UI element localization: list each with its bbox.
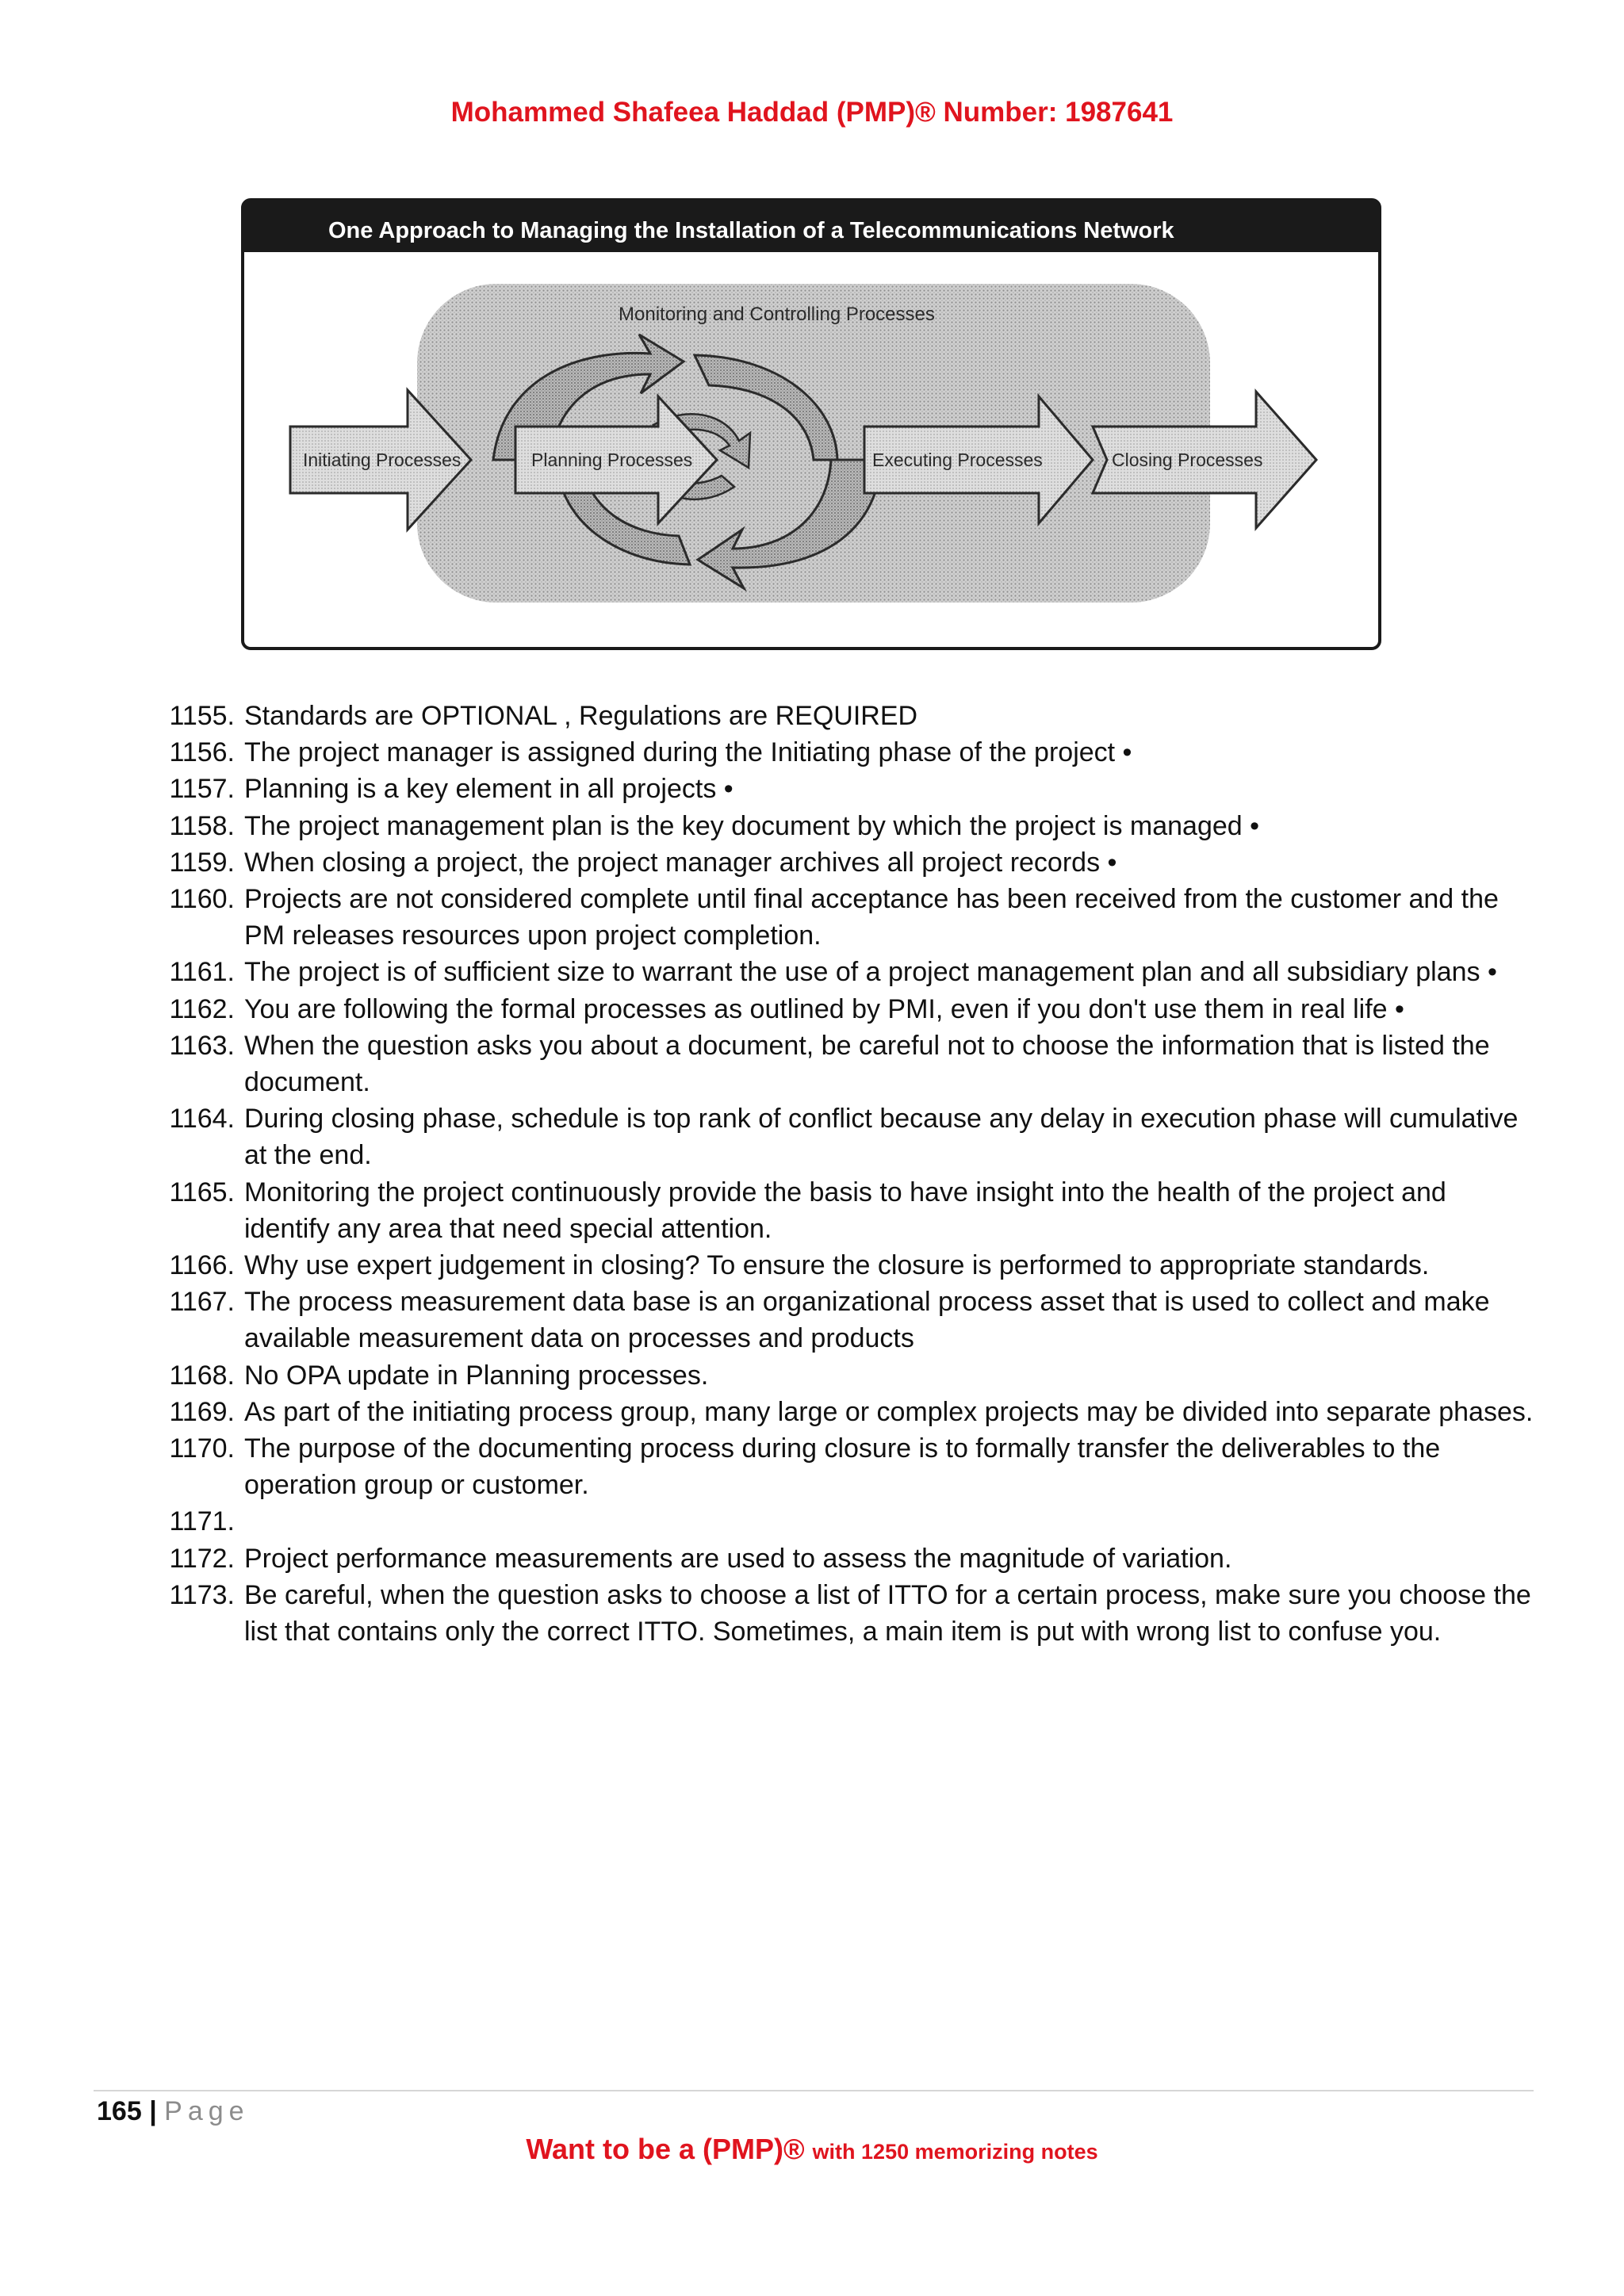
note-text: You are following the formal processes as outlined by PMI, even if you don't use them in real life • (244, 993, 1404, 1024)
note-number: 1156. (169, 737, 235, 768)
planning-label: Planning Processes (531, 450, 693, 470)
closing-label: Closing Processes (1112, 450, 1263, 470)
note-number: 1155. (169, 701, 235, 731)
note-item (155, 1174, 1535, 1247)
note-item (155, 1100, 1535, 1173)
page-label: Page (164, 2096, 250, 2126)
note-number: 1170. (169, 1433, 235, 1464)
tagline-main: Want to be a (PMP)® (526, 2133, 805, 2165)
note-number: 1157. (169, 774, 235, 805)
note-text: The project manager is assigned during the Initiating phase of the project • (244, 737, 1132, 768)
note-number: 1162. (169, 993, 235, 1024)
initiating-label: Initiating Processes (303, 450, 462, 470)
note-number: 1166. (169, 1250, 235, 1281)
note-text: As part of the initiating process group, many large or complex projects may be divided into separate phases. (244, 1396, 1534, 1427)
note-item (155, 881, 1535, 954)
tagline-small: with 1250 memorizing notes (812, 2140, 1098, 2164)
note-text: During closing phase, schedule is top rank of conflict because any delay in execution phase will cumulative at the end. (244, 1104, 1519, 1171)
note-text: Project performance measurements are used to assess the magnitude of variation. (244, 1543, 1232, 1574)
note-item (155, 808, 1535, 844)
note-item (155, 991, 1535, 1027)
note-number: 1158. (169, 810, 235, 841)
note-text: The purpose of the documenting process during closure is to formally transfer the deliverables to the operation group or customer. (244, 1433, 1441, 1501)
page-footer (97, 2093, 250, 2130)
note-text: Planning is a key element in all projects • (244, 774, 733, 805)
note-item (155, 1577, 1535, 1650)
note-item (155, 1284, 1535, 1357)
note-item (155, 734, 1535, 771)
note-number: 1171. (169, 1506, 235, 1537)
note-text: Projects are not considered complete until final acceptance has been received from the customer and the PM releases resources upon project completion. (244, 884, 1499, 951)
note-item (155, 1540, 1535, 1577)
note-text: Monitoring the project continuously provide the basis to have insight into the health of the project and identify any area that need special attention. (244, 1177, 1446, 1244)
note-text: No OPA update in Planning processes. (244, 1360, 709, 1391)
page-separator: | (149, 2096, 157, 2126)
note-number: 1173. (169, 1579, 235, 1610)
note-number: 1172. (169, 1543, 235, 1574)
figure-title: One Approach to Managing the Installation of a Telecommunications Network (328, 218, 1174, 243)
note-text: Standards are OPTIONAL , Regulations are REQUIRED (244, 701, 918, 731)
note-text: Why use expert judgement in closing? To ensure the closure is performed to appropriate standards. (244, 1250, 1430, 1281)
note-item (155, 1394, 1535, 1430)
note-text: The project management plan is the key document by which the project is managed • (244, 810, 1260, 841)
document-header: Mohammed Shafeea Haddad (PMP)® Number: 1987641 (450, 97, 1174, 128)
note-text (235, 1503, 1535, 1540)
note-text: Be careful, when the question asks to choose a list of ITTO for a certain process, make sure you choose the list that contains only the correct ITTO. Sometimes, a main item is put with wrong list to confuse you. (244, 1579, 1531, 1647)
note-item (155, 1430, 1535, 1503)
note-item (155, 1357, 1535, 1394)
monitoring-label: Monitoring and Controlling Processes (619, 304, 935, 325)
note-item (155, 1247, 1535, 1284)
note-number: 1167. (169, 1287, 235, 1318)
page-number: 165 (97, 2096, 142, 2126)
process-groups-figure (241, 198, 1381, 650)
note-item (155, 844, 1535, 881)
note-number: 1164. (169, 1104, 235, 1135)
note-item (155, 1503, 1535, 1540)
note-item (155, 698, 1535, 734)
executing-label: Executing Processes (872, 450, 1043, 470)
note-text: When closing a project, the project manager archives all project records • (244, 847, 1117, 878)
note-text: When the question asks you about a document, be careful not to choose the information that is listed the document. (244, 1030, 1490, 1098)
note-number: 1168. (169, 1360, 235, 1391)
note-number: 1163. (169, 1030, 235, 1061)
note-item (155, 771, 1535, 807)
footer-divider (94, 2090, 1534, 2091)
note-number: 1159. (169, 847, 235, 878)
note-text: The process measurement data base is an organizational process asset that is used to collect and make available measurement data on processes and products (244, 1287, 1490, 1354)
note-item (155, 954, 1535, 990)
note-number: 1165. (169, 1177, 235, 1207)
footer-tagline (0, 2130, 1624, 2172)
note-text: The project is of sufficient size to warrant the use of a project management plan and all subsidiary plans • (244, 957, 1497, 988)
notes-list (155, 698, 1535, 1650)
note-number: 1160. (169, 884, 235, 915)
note-number: 1161. (169, 957, 235, 988)
note-number: 1169. (169, 1396, 235, 1427)
note-item (155, 1027, 1535, 1100)
